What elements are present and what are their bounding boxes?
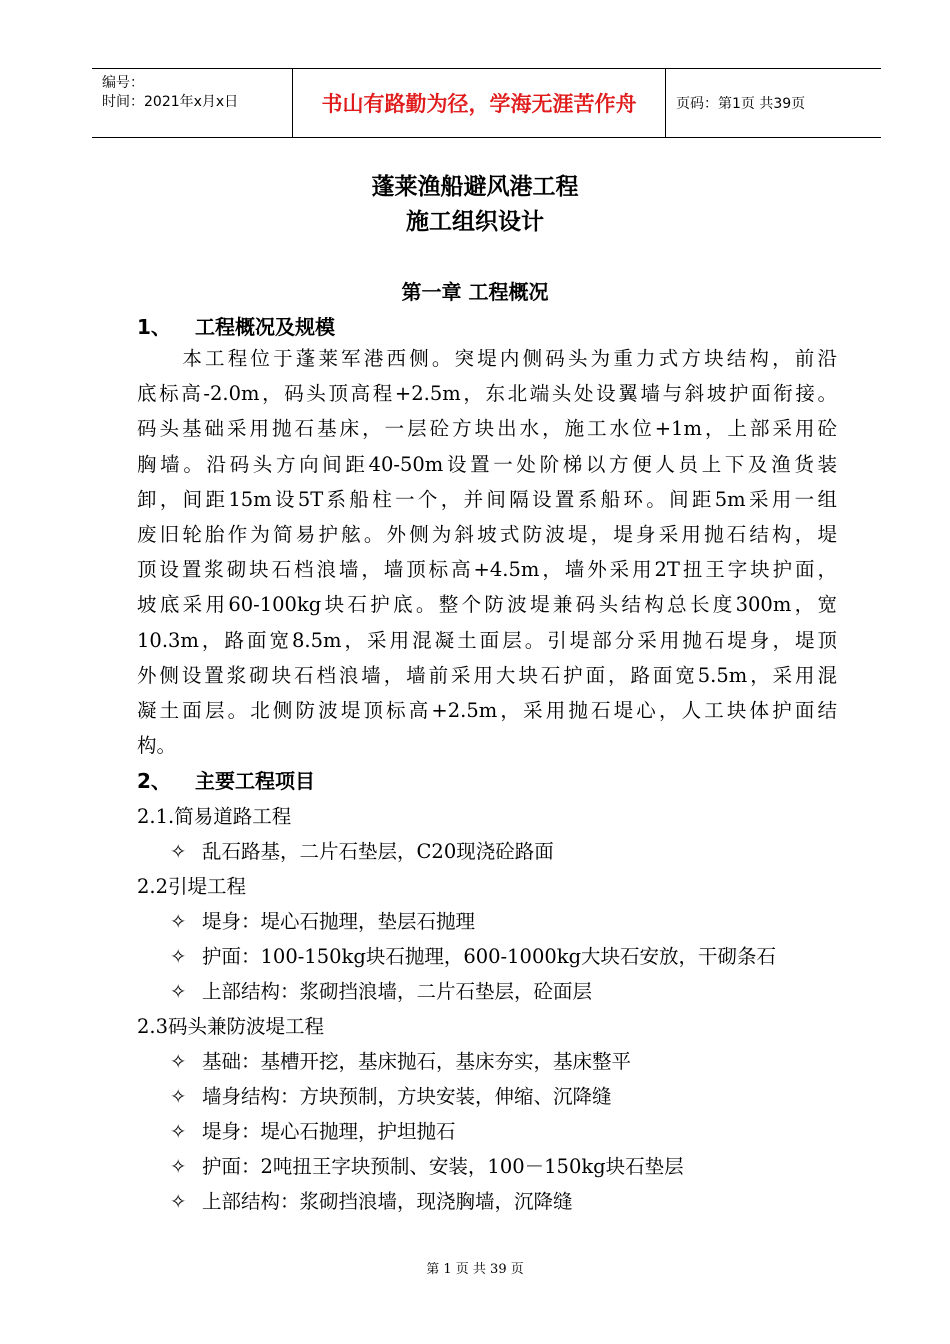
paragraph-line: 凝土面层。北侧防波堤顶标高+2.5m，采用抛石堤心，人工块体护面结 [137, 698, 837, 722]
header-meta-cell [92, 69, 293, 137]
section-number: 1、 [137, 315, 171, 339]
list-item [170, 1186, 573, 1214]
document-title-line1: 蓬莱渔船避风港工程 [371, 174, 579, 200]
list-item [170, 906, 475, 934]
diamond-bullet-icon: ✧ [170, 945, 187, 968]
list-item-text: 护面：2吨扭王字块预制、安装，100－150kg块石垫层 [202, 1155, 684, 1178]
diamond-bullet-icon: ✧ [170, 840, 187, 863]
list-item [170, 836, 554, 864]
list-item-text: 堤身：堤心石抛理，护坦抛石 [202, 1120, 456, 1143]
paragraph-line: 码头基础采用抛石基床，一层砼方块出水，施工水位+1m，上部采用砼 [137, 417, 837, 441]
subsection-2-2: 2.2引堤工程 [137, 875, 247, 898]
page-footer: 第 1 页 共 39 页 [426, 1262, 524, 1277]
diamond-bullet-icon: ✧ [170, 910, 187, 933]
paragraph-line: 废旧轮胎作为简易护舷。外侧为斜坡式防波堤，堤身采用抛石结构，堤 [137, 522, 837, 546]
paragraph-line: 坡底采用60-100kg块石护底。整个防波堤兼码头结构总长度300m，宽 [137, 593, 837, 617]
diamond-bullet-icon: ✧ [170, 1190, 187, 1213]
subsection-2-3: 2.3码头兼防波堤工程 [137, 1015, 325, 1038]
paragraph-line: 外侧设置浆砌块石档浪墙，墙前采用大块石护面，路面宽5.5m，采用混 [137, 663, 837, 687]
diamond-bullet-icon: ✧ [170, 1085, 187, 1108]
section-number: 2、 [137, 769, 171, 793]
paragraph-line: 卸，间距15m设5T系船柱一个，并间隔设置系船环。间距5m采用一组 [137, 487, 837, 511]
list-item [170, 941, 776, 969]
list-item [170, 1151, 684, 1179]
paragraph-line: 本工程位于蓬莱军港西侧。突堤内侧码头为重力式方块结构，前沿 [137, 347, 837, 370]
diamond-bullet-icon: ✧ [170, 1120, 187, 1143]
document-title-line2: 施工组织设计 [406, 209, 544, 235]
paragraph-line: 顶设置浆砌块石档浪墙，墙顶标高+4.5m，墙外采用2T扭王字块护面， [137, 558, 837, 582]
list-item-text: 护面：100-150kg块石抛理，600-1000kg大块石安放，干砌条石 [202, 945, 777, 968]
document-time-label: 时间：2021年x月x日 [102, 94, 239, 110]
list-item-text: 上部结构：浆砌挡浪墙，现浇胸墙，沉降缝 [202, 1190, 573, 1213]
list-item-text: 乱石路基，二片石垫层，C20现浇砼路面 [202, 840, 554, 863]
page-header [92, 68, 881, 138]
diamond-bullet-icon: ✧ [170, 1155, 187, 1178]
section-heading-2 [137, 765, 315, 794]
list-item [170, 1116, 456, 1144]
list-item [170, 976, 592, 1004]
paragraph-line: 底标高-2.0m，码头顶高程+2.5m，东北端头处设翼墙与斜坡护面衔接。 [137, 382, 837, 406]
section-label: 主要工程项目 [195, 769, 315, 793]
section-1-paragraph [137, 341, 837, 763]
paragraph-line: 胸墙。沿码头方向间距40-50m设置一处阶梯以方便人员上下及渔货装 [137, 452, 837, 476]
list-item [170, 1046, 631, 1074]
list-item-text: 堤身：堤心石抛理，垫层石抛理 [202, 910, 476, 933]
header-page-info: 页码：第1页 共39页 [676, 96, 806, 112]
section-label: 工程概况及规模 [195, 315, 335, 339]
paragraph-line: 构。 [137, 734, 177, 758]
diamond-bullet-icon: ✧ [170, 980, 187, 1003]
subsection-2-1: 2.1.简易道路工程 [137, 805, 292, 828]
header-motto: 书山有路勤为径，学海无涯苦作舟 [293, 69, 666, 137]
chapter-heading: 第一章 工程概况 [401, 280, 549, 304]
list-item [170, 1081, 612, 1109]
document-number-label: 编号： [102, 75, 144, 91]
list-item-text: 基础：基槽开挖，基床抛石，基床夯实，基床整平 [202, 1050, 632, 1073]
list-item-text: 墙身结构：方块预制，方块安装，伸缩、沉降缝 [202, 1085, 612, 1108]
section-heading-1 [137, 311, 335, 340]
paragraph-line: 10.3m，路面宽8.5m，采用混凝土面层。引堤部分采用抛石堤身，堤顶 [137, 628, 837, 652]
diamond-bullet-icon: ✧ [170, 1050, 187, 1073]
list-item-text: 上部结构：浆砌挡浪墙，二片石垫层，砼面层 [202, 980, 593, 1003]
